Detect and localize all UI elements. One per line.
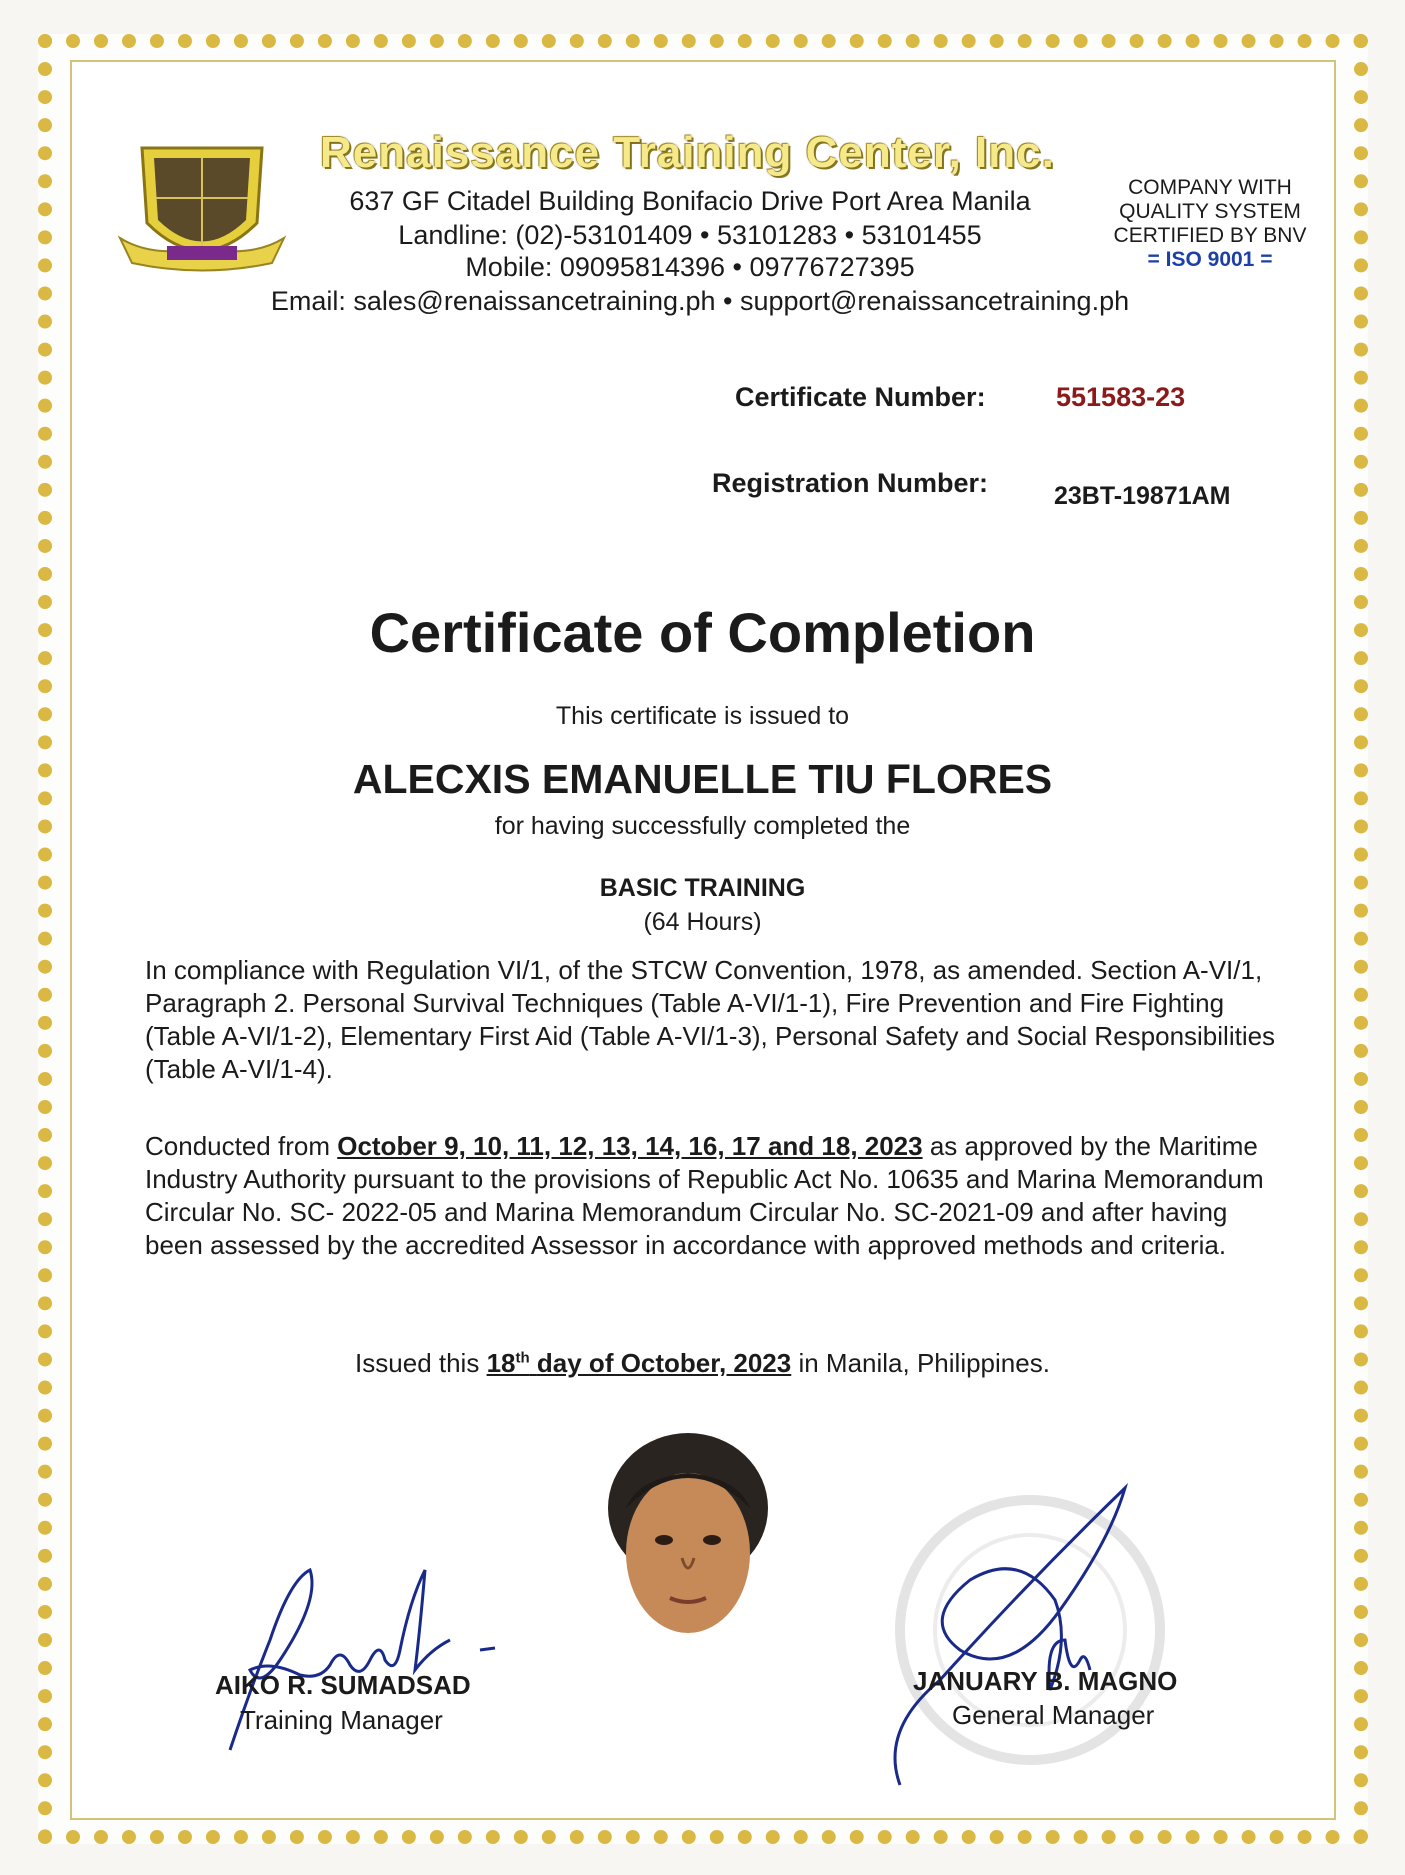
right-signatory-name: JANUARY B. MAGNO [913,1666,1178,1696]
conducted-prefix: Conducted from [145,1131,330,1161]
certificate-number-label: Certificate Number: [735,382,986,412]
issued-day-suffix: th [515,1349,530,1367]
iso-line-3: CERTIFIED BY BNV [1113,224,1307,247]
conducted-suffix: as approved by the Maritime Industry Authority pursuant to the provisions of Republic Act No. 10635 and Marina Memorandum Circular No. SC- 2022-05 and Marina Memorandum Circular No. SC-2021-09 and after having been assessed by the accredited Assessor in accordance with approved methods and criteria. [145,1131,1264,1260]
company-name: Renaissance Training Center, Inc. [320,128,1055,177]
certificate-number-value: 551583-23 [1056,382,1186,412]
issued-suffix: in Manila, Philippines. [798,1348,1050,1378]
recipient-name: ALECXIS EMANUELLE TIU FLORES [352,756,1053,802]
iso-line-4: = ISO 9001 = [1147,248,1273,271]
left-signatory-name: AIKO R. SUMADSAD [215,1670,471,1700]
company-mobile: Mobile: 09095814396 • 09776727395 [465,252,915,282]
course-name: BASIC TRAINING [599,874,806,902]
left-signatory-role: Training Manager [240,1705,443,1735]
conducted-dates: October 9, 10, 11, 12, 13, 14, 16, 17 and 18, 2023 [337,1131,923,1161]
issued-to-text: This certificate is issued to [555,702,850,730]
iso-line-2: QUALITY SYSTEM [1119,200,1301,223]
right-signature [880,1480,1220,1800]
iso-certification [1090,176,1330,272]
course-hours: (64 Hours) [643,908,762,936]
company-address: 637 GF Citadel Building Bonifacio Drive Port Area Manila [349,186,1031,216]
company-landline: Landline: (02)-53101409 • 53101283 • 53101455 [398,220,982,250]
issued-date-line [0,1348,1405,1379]
issued-day: 18 [486,1348,516,1378]
recipient-photo [598,1428,778,1658]
conducted-paragraph [145,1130,1285,1262]
registration-number-label: Registration Number: [712,468,989,498]
iso-line-1: COMPANY WITH [1128,176,1292,199]
certificate-title: Certificate of Completion [369,601,1036,664]
compliance-paragraph: In compliance with Regulation VI/1, of the STCW Convention, 1978, as amended. Section A-VI/1, Paragraph 2. Personal Survival Techniques (Table A-VI/1-1), Fire Prevention and Fire Fighting (Table A-VI/1-2), Elementary First Aid (Table A-VI/1-3), Personal Safety and Social Responsibilities (Table A-VI/1-4). [145,955,1276,1084]
issued-date [487,1348,792,1378]
completion-text: for having successfully completed the [494,812,911,840]
issued-month: day of October, 2023 [536,1348,792,1378]
registration-number-value: 23BT-19871AM [1054,482,1231,510]
issued-prefix: Issued this [355,1348,480,1378]
company-email: Email: sales@renaissancetraining.ph • support@renaissancetraining.ph [270,286,1130,316]
right-signatory-role: General Manager [952,1700,1155,1730]
